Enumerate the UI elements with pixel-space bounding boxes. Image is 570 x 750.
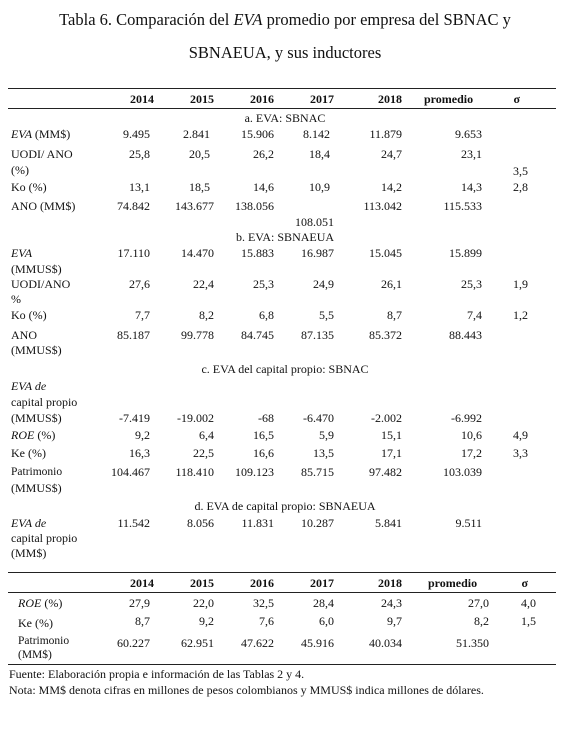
promedio-header: promedio — [424, 92, 474, 106]
row-label: EVA de — [11, 516, 47, 530]
cell: 5,5 — [319, 308, 334, 322]
row-label: (MMUS$) — [11, 481, 62, 495]
cell: 60.227 — [117, 636, 150, 650]
cell: 22,4 — [193, 277, 214, 291]
cell: 108.051 — [295, 215, 334, 229]
section-c-title: c. EVA del capital propio: SBNAC — [201, 362, 369, 376]
cell: 84.745 — [241, 328, 274, 342]
cell: 62.951 — [181, 636, 214, 650]
cell: 143.677 — [175, 199, 214, 213]
cell: 13,1 — [129, 180, 150, 194]
cell: 9,2 — [135, 428, 150, 442]
row-label: Ko (%) — [11, 180, 47, 194]
row-label: ROE (%) — [18, 596, 63, 610]
cell: 15.906 — [241, 127, 274, 141]
cell: 85.715 — [301, 465, 334, 479]
cell: 16,5 — [253, 428, 274, 442]
sigma-cell: 3,5 — [513, 164, 528, 178]
title-eva-italic: EVA — [233, 10, 263, 29]
cell: 14,2 — [381, 180, 402, 194]
year-2017-header: 2017 — [310, 92, 334, 106]
row-label: EVA de — [11, 379, 47, 393]
cell: 14,3 — [461, 180, 482, 194]
cell: 85.372 — [369, 328, 402, 342]
sigma-cell: 1,2 — [513, 308, 528, 322]
row-label: capital propio — [11, 395, 78, 409]
row-label: % — [11, 292, 21, 306]
cell: 16,3 — [129, 446, 150, 460]
cell: 5.841 — [375, 516, 402, 530]
year-2014-header: 2014 — [130, 576, 154, 590]
cell: 13,5 — [313, 446, 334, 460]
cell: 8,2 — [199, 308, 214, 322]
year-2015-header: 2015 — [190, 576, 214, 590]
cell: 17.110 — [117, 246, 150, 260]
cell: 97.482 — [369, 465, 402, 479]
cell: 15.899 — [449, 246, 482, 260]
cell: 7,6 — [259, 614, 274, 628]
cell: 104.467 — [111, 465, 150, 479]
cell: 7,4 — [467, 308, 482, 322]
cell: 40.034 — [369, 636, 402, 650]
cell: 18,4 — [309, 147, 330, 161]
cell: 15.045 — [369, 246, 402, 260]
year-2016-header: 2016 — [250, 92, 274, 106]
cell: 6,4 — [199, 428, 214, 442]
cell: 9,7 — [387, 614, 402, 628]
sigma-cell: 1,5 — [521, 614, 536, 628]
cell: 45.916 — [301, 636, 334, 650]
cell: 51.350 — [456, 636, 489, 650]
cell: 138.056 — [235, 199, 274, 213]
cell: 23,1 — [461, 147, 482, 161]
cell: -7.419 — [119, 411, 150, 425]
table-title-line-1 — [0, 3, 570, 36]
cell: 99.778 — [181, 328, 214, 342]
cell: 24,9 — [313, 277, 334, 291]
cell: 17,2 — [461, 446, 482, 460]
row-label: capital propio — [11, 531, 78, 545]
cell: 9.495 — [123, 127, 150, 141]
row-label: ROE (%) — [11, 428, 56, 442]
row-label: Patrimonio — [11, 466, 63, 478]
cell: 16,6 — [253, 446, 274, 460]
cell: 25,8 — [129, 147, 150, 161]
cell: 5,9 — [319, 428, 334, 442]
cell: 26,2 — [253, 147, 274, 161]
sigma-header: σ — [521, 576, 528, 590]
cell: 10,6 — [461, 428, 482, 442]
cell: 16.987 — [301, 246, 334, 260]
cell: 15.883 — [241, 246, 274, 260]
row-label: (MM$) — [18, 649, 52, 661]
row-label: EVA — [11, 246, 33, 260]
cell: 22,5 — [193, 446, 214, 460]
cell: 11.542 — [117, 516, 150, 530]
cell: 14.470 — [181, 246, 214, 260]
row-label: Ko (%) — [11, 308, 47, 322]
row-label: Ke (%) — [18, 616, 53, 630]
header-rule — [8, 108, 556, 109]
cell: -19.002 — [177, 411, 214, 425]
sigma-cell: 2,8 — [513, 180, 528, 194]
sigma-cell: 4,0 — [521, 596, 536, 610]
row-label: UODI/ ANO — [11, 147, 73, 161]
cell: 27,6 — [129, 277, 150, 291]
cell: 7,7 — [135, 308, 150, 322]
cell: 32,5 — [253, 596, 274, 610]
cell: 115.533 — [443, 199, 482, 213]
cell: 9,2 — [199, 614, 214, 628]
cell: 11.831 — [241, 516, 274, 530]
cell: 24,3 — [381, 596, 402, 610]
cell: 88.443 — [449, 328, 482, 342]
cell: 74.842 — [117, 199, 150, 213]
cell: 17,1 — [381, 446, 402, 460]
year-2018-header: 2018 — [378, 576, 402, 590]
cell: 113.042 — [363, 199, 402, 213]
table-title-line-2: SBNAEUA, y sus inductores — [188, 43, 382, 62]
row-label: Patrimonio — [18, 635, 70, 647]
row-label: Ke (%) — [11, 446, 46, 460]
cell: 10,9 — [309, 180, 330, 194]
row-label: UODI/ANO — [11, 277, 71, 291]
cell: 8,2 — [474, 614, 489, 628]
cell: 11.879 — [369, 127, 402, 141]
abbreviation-note: Nota: MM$ denota cifras en millones de pesos colombianos y MMUS$ indica millones de dólares. — [9, 683, 484, 697]
row-label: (%) — [11, 163, 29, 177]
cell: 2.841 — [183, 127, 210, 141]
sigma-cell: 4,9 — [513, 428, 528, 442]
section-a-title: a. EVA: SBNAC — [244, 111, 326, 125]
cell: 9.511 — [455, 516, 482, 530]
cell: 22,0 — [193, 596, 214, 610]
cell: 118.410 — [175, 465, 214, 479]
cell: -2.002 — [371, 411, 402, 425]
cell: 6,0 — [319, 614, 334, 628]
row-label: (MMUS$) — [11, 343, 62, 357]
sigma-header: σ — [513, 92, 520, 106]
bottom-rule — [8, 664, 556, 665]
second-header-rule — [8, 592, 556, 593]
cell: 109.123 — [235, 465, 274, 479]
row-label: EVA (MM$) — [11, 127, 71, 141]
cell: 28,4 — [313, 596, 334, 610]
section-b-title: b. EVA: SBNAEUA — [235, 230, 335, 244]
cell: 103.039 — [443, 465, 482, 479]
cell: 15,1 — [381, 428, 402, 442]
cell: 9.653 — [455, 127, 482, 141]
row-label: (MMUS$) — [11, 411, 62, 425]
cell: 24,7 — [381, 147, 402, 161]
cell: 6,8 — [259, 308, 274, 322]
cell: 47.622 — [241, 636, 274, 650]
cell: 18,5 — [189, 180, 210, 194]
cell: 27,0 — [468, 596, 489, 610]
second-top-rule — [8, 572, 556, 573]
cell: 85.187 — [117, 328, 150, 342]
cell: 14,6 — [253, 180, 274, 194]
cell: -68 — [258, 411, 274, 425]
cell: 8,7 — [387, 308, 402, 322]
row-label: (MMUS$) — [11, 262, 62, 276]
cell: 87.135 — [301, 328, 334, 342]
cell: 8.056 — [187, 516, 214, 530]
row-label: (MM$) — [11, 546, 47, 560]
cell: 25,3 — [461, 277, 482, 291]
cell: 25,3 — [253, 277, 274, 291]
cell: 10.287 — [301, 516, 334, 530]
section-d-title: d. EVA de capital propio: SBNAEUA — [194, 499, 376, 513]
row-label: ANO (MM$) — [11, 199, 76, 213]
year-2016-header: 2016 — [250, 576, 274, 590]
sigma-cell: 1,9 — [513, 277, 528, 291]
row-label: ANO — [11, 328, 37, 342]
cell: -6.470 — [303, 411, 334, 425]
promedio-header: promedio — [428, 576, 478, 590]
top-rule — [8, 88, 556, 89]
year-2014-header: 2014 — [130, 92, 154, 106]
year-2017-header: 2017 — [310, 576, 334, 590]
sigma-cell: 3,3 — [513, 446, 528, 460]
cell: -6.992 — [451, 411, 482, 425]
cell: 8.142 — [303, 127, 330, 141]
cell: 26,1 — [381, 277, 402, 291]
year-2015-header: 2015 — [190, 92, 214, 106]
cell: 8,7 — [135, 614, 150, 628]
cell: 20,5 — [189, 147, 210, 161]
source-note: Fuente: Elaboración propia e información de las Tablas 2 y 4. — [9, 667, 305, 681]
cell: 27,9 — [129, 596, 150, 610]
year-2018-header: 2018 — [378, 92, 402, 106]
title-text: Tabla 6. Comparación del EVA promedio por empresa del SBNAC y — [59, 10, 511, 29]
